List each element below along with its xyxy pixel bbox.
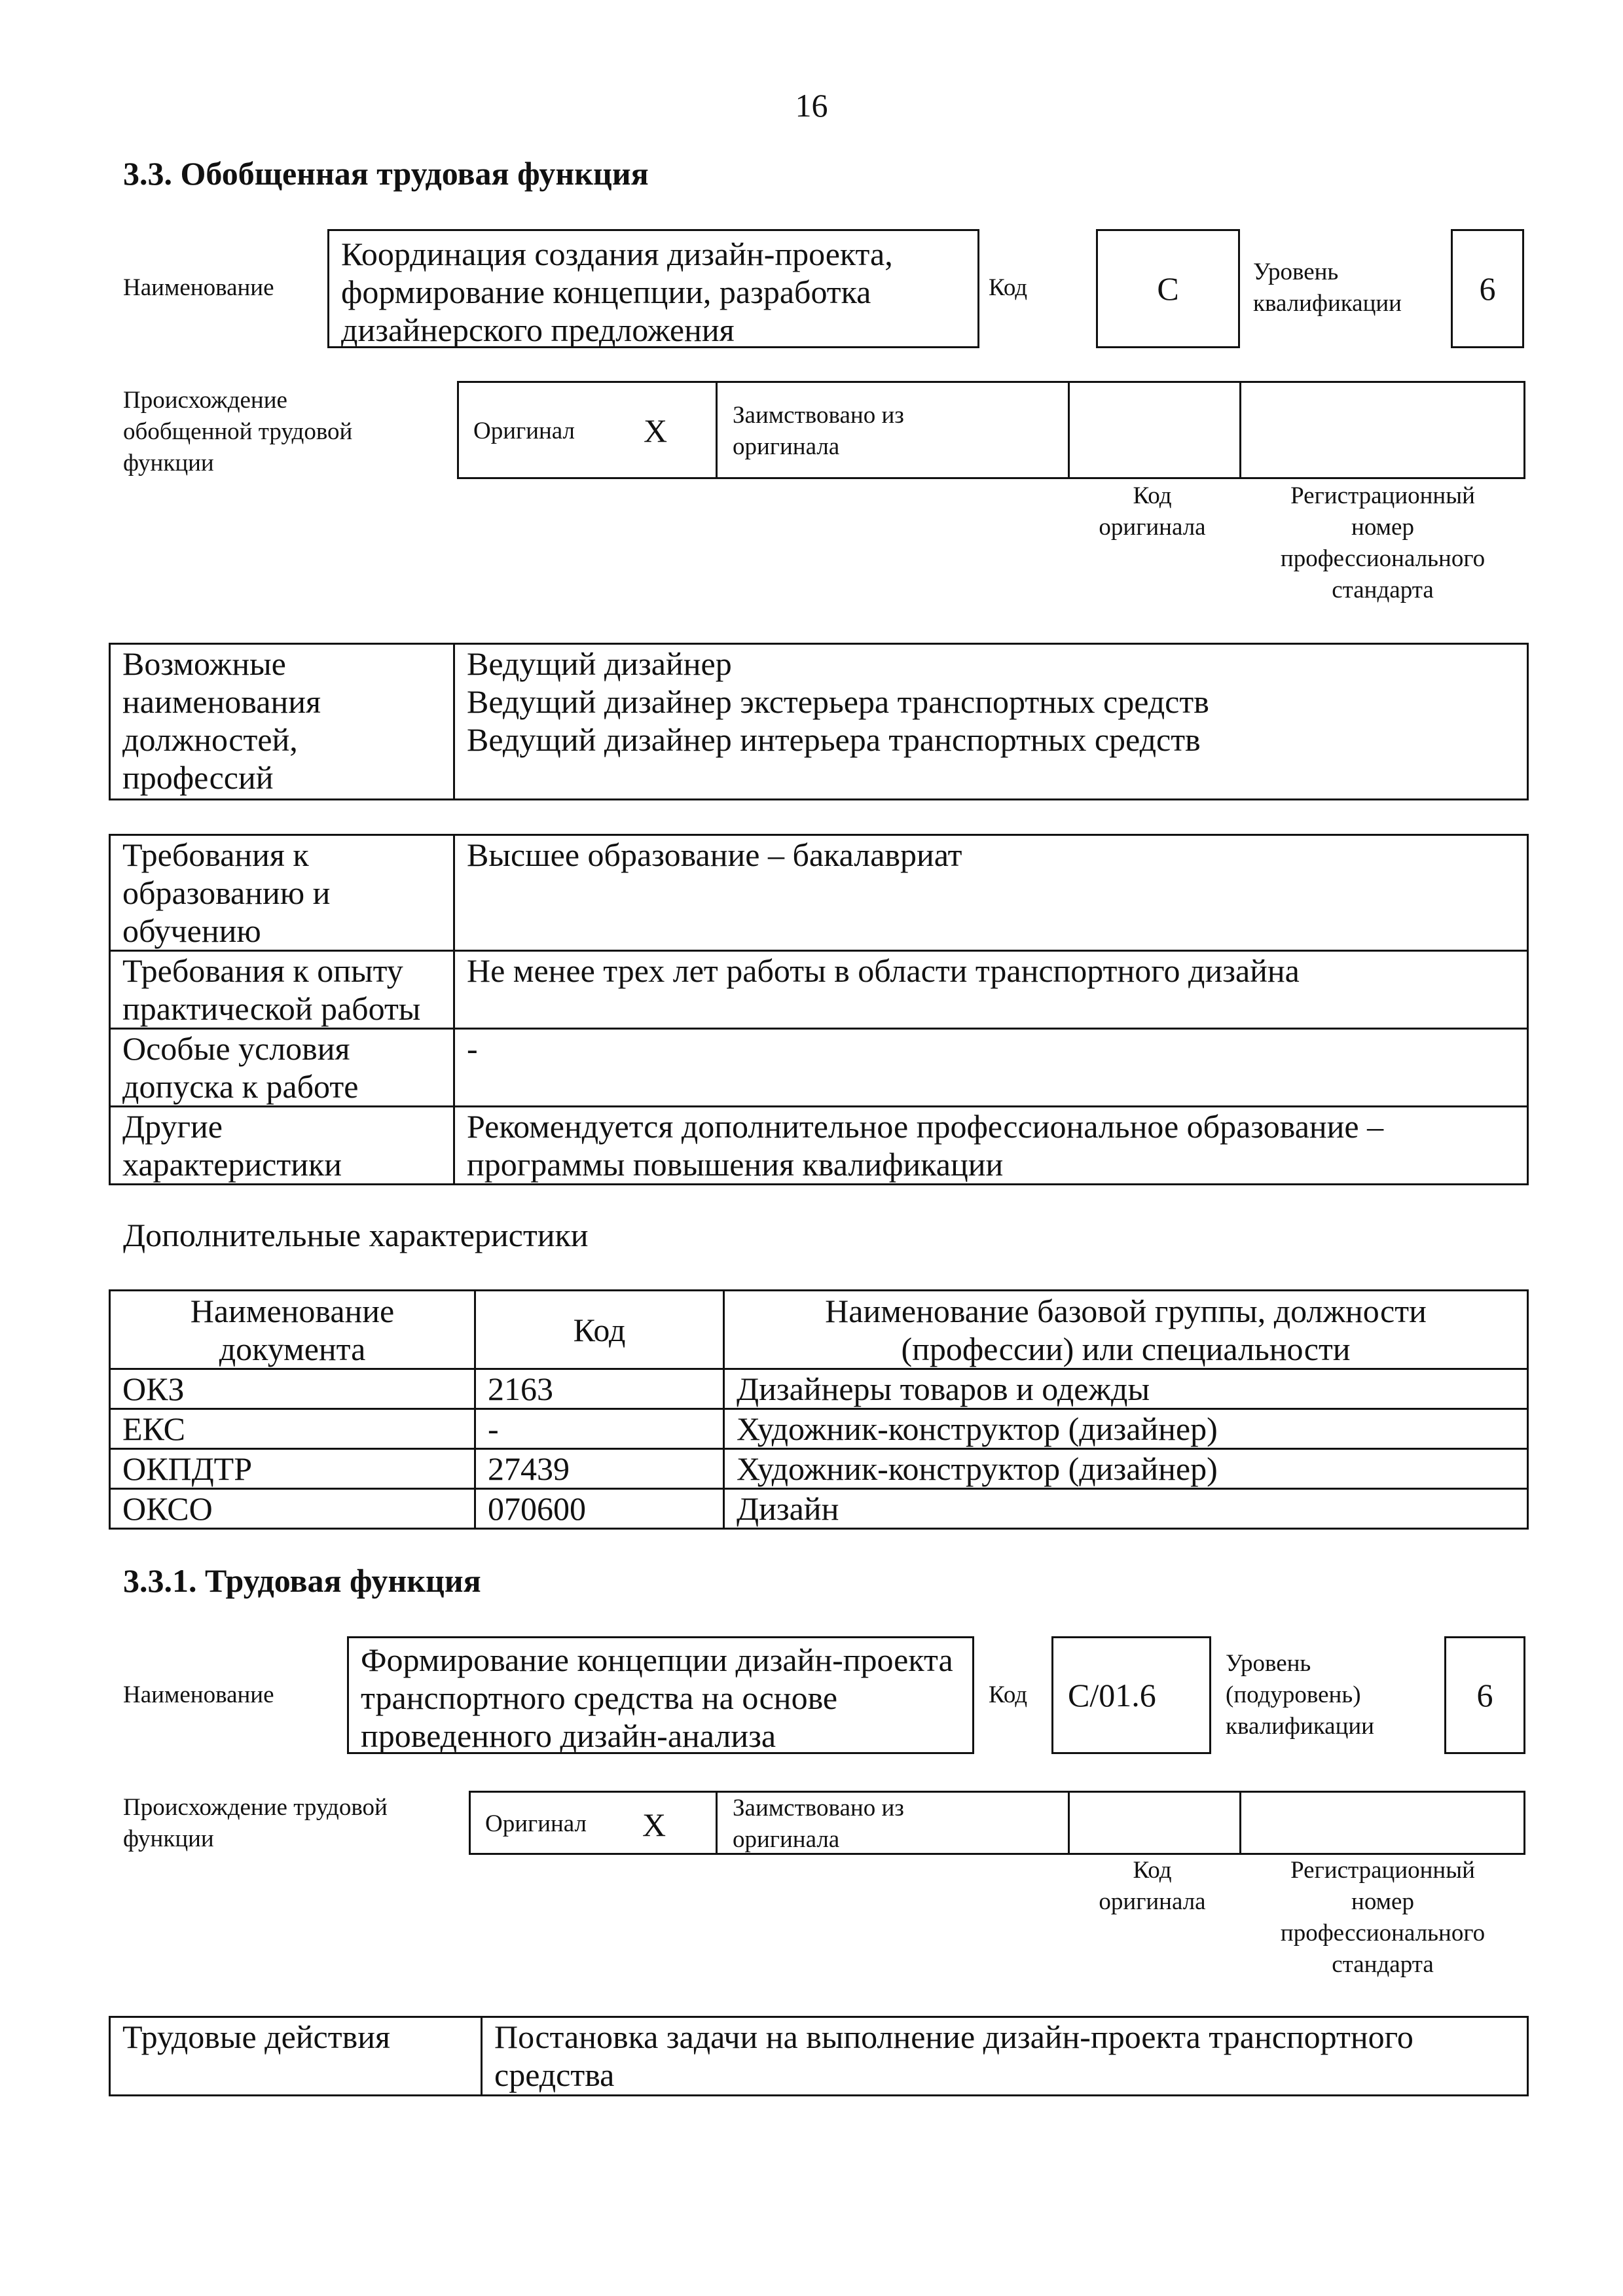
positions-table [109, 643, 1529, 800]
table-cell: ОКЗ [110, 1369, 475, 1409]
level-label [1226, 1648, 1374, 1742]
caption-line: Код [1133, 1857, 1172, 1884]
borrowed-label-line: Заимствовано из [733, 402, 904, 429]
name-label: Наименование [123, 274, 274, 301]
cell-line: Требования к опыту [122, 952, 403, 989]
caption-line: стандарта [1332, 577, 1434, 603]
code-value: C/01.6 [1051, 1636, 1211, 1754]
name-value-box [347, 1636, 974, 1754]
table-row [110, 2017, 1528, 2096]
level-value: 6 [1451, 229, 1524, 348]
name-value-box [327, 229, 979, 348]
req-label [110, 1029, 454, 1107]
labor-actions-table [109, 2016, 1529, 2096]
cell-line: должностей, [122, 721, 298, 758]
level-label-line: (подуровень) [1226, 1681, 1361, 1708]
orig-code-caption [1066, 480, 1239, 543]
req-value [454, 951, 1528, 1029]
cell-line: допуска к работе [122, 1068, 359, 1105]
cell-line: практической работы [122, 990, 421, 1027]
cell-line: Другие [122, 1108, 223, 1145]
borrowed-label-line: оригинала [733, 433, 840, 460]
additional-heading: Дополнительные характеристики [123, 1217, 589, 1253]
borrowed-label [733, 400, 904, 463]
caption-line: Код [1133, 482, 1172, 509]
origin-label-line: функции [123, 450, 214, 476]
header-cell [110, 1291, 475, 1369]
table-row [110, 1107, 1528, 1185]
position-item: Ведущий дизайнер [467, 645, 732, 682]
cell-line: обучению [122, 912, 261, 949]
level-value: 6 [1444, 1636, 1525, 1754]
origin-label-line: функции [123, 1825, 214, 1852]
labor-actions-value [482, 2017, 1528, 2096]
cell-line: Постановка задачи на выполнение дизайн-проекта транспортного [494, 2018, 1413, 2055]
table-cell: Дизайн [724, 1489, 1528, 1529]
cell-line: Код [573, 1311, 626, 1348]
borrowed-label-line: оригинала [733, 1826, 840, 1853]
caption-line: Регистрационный [1290, 1857, 1475, 1884]
origin-label [123, 1792, 388, 1855]
caption-line: профессионального [1280, 545, 1486, 572]
caption-line: стандарта [1332, 1951, 1434, 1978]
table-header-row [110, 1291, 1528, 1369]
orig-code-caption [1066, 1855, 1239, 1918]
name-value-line: проведенного дизайн-анализа [361, 1717, 776, 1754]
cell-line: наименования [122, 683, 321, 720]
cell-line: профессий [122, 759, 274, 796]
req-value [454, 835, 1528, 951]
section-heading-3-3-1: 3.3.1. Трудовая функция [123, 1562, 481, 1599]
cell-line: образованию и [122, 874, 331, 911]
original-mark: X [642, 1806, 666, 1843]
table-cell: ЕКС [110, 1409, 475, 1449]
level-label-line: квалификации [1226, 1713, 1374, 1740]
cell-line: Наименование [190, 1292, 395, 1329]
header-cell [475, 1291, 724, 1369]
name-label: Наименование [123, 1681, 274, 1708]
table-cell: Художник-конструктор (дизайнер) [724, 1409, 1528, 1449]
req-label [110, 835, 454, 951]
additional-table [109, 1289, 1529, 1530]
original-label: Оригинал [473, 418, 575, 444]
table-row [110, 951, 1528, 1029]
page-number: 16 [795, 87, 828, 124]
borrowed-label-line: Заимствовано из [733, 1795, 904, 1821]
name-value-line: транспортного средства на основе [361, 1679, 838, 1716]
origin-label-line: Происхождение трудовой [123, 1794, 388, 1821]
cell-line: Рекомендуется дополнительное профессиональное образование – [467, 1108, 1384, 1145]
req-value [454, 1029, 1528, 1107]
cell-line: документа [219, 1330, 366, 1367]
cell-line: (профессии) или специальности [901, 1330, 1351, 1367]
table-row [110, 1409, 1528, 1449]
name-value-line: дизайнерского предложения [341, 312, 735, 348]
level-label-line: Уровень [1253, 259, 1339, 285]
cell-line: средства [494, 2056, 615, 2093]
name-value-line: Координация создания дизайн-проекта, [341, 236, 893, 272]
cell-line: программы повышения квалификации [467, 1146, 1004, 1183]
level-label-line: Уровень [1226, 1650, 1311, 1677]
code-label: Код [989, 274, 1028, 301]
table-cell: Дизайнеры товаров и одежды [724, 1369, 1528, 1409]
code-label: Код [989, 1681, 1028, 1708]
table-row [110, 1029, 1528, 1107]
cell-line: характеристики [122, 1146, 342, 1183]
table-cell: ОКПДТР [110, 1449, 475, 1489]
origin-table [457, 381, 1525, 479]
table-cell: 27439 [475, 1449, 724, 1489]
cell-line: Высшее образование – бакалавриат [467, 836, 962, 873]
code-value: C [1096, 229, 1240, 348]
position-item: Ведущий дизайнер экстерьера транспортных средств [467, 683, 1209, 720]
cell-line: Наименование базовой группы, должности [825, 1292, 1427, 1329]
table-cell: - [475, 1409, 724, 1449]
cell-line: Возможные [122, 645, 286, 682]
table-cell: ОКСО [110, 1489, 475, 1529]
level-label-line: квалификации [1253, 290, 1402, 317]
cell-line: Не менее трех лет работы в области транспортного дизайна [467, 952, 1300, 989]
req-label [110, 1107, 454, 1185]
table-cell: 070600 [475, 1489, 724, 1529]
caption-line: номер [1351, 514, 1414, 541]
original-label: Оригинал [485, 1810, 587, 1837]
cell-line: Особые условия [122, 1030, 350, 1067]
level-label [1253, 257, 1402, 319]
caption-line: профессионального [1280, 1920, 1486, 1946]
table-row [110, 1369, 1528, 1409]
reg-number-caption [1239, 1855, 1527, 1981]
table-cell: Художник-конструктор (дизайнер) [724, 1449, 1528, 1489]
original-mark: X [644, 412, 668, 449]
table-row [110, 1489, 1528, 1529]
table-row [110, 1449, 1528, 1489]
origin-label-line: Происхождение [123, 387, 287, 414]
borrowed-label [733, 1793, 904, 1856]
positions-label [110, 644, 454, 800]
position-item: Ведущий дизайнер интерьера транспортных средств [467, 721, 1201, 758]
name-value-line: формирование концепции, разработка [341, 274, 871, 310]
origin-label-line: обобщенной трудовой [123, 418, 353, 445]
caption-line: оригинала [1099, 514, 1206, 541]
origin-table [469, 1791, 1525, 1855]
name-value-line: Формирование концепции дизайн-проекта [361, 1641, 953, 1678]
reg-number-caption [1239, 480, 1527, 606]
req-label [110, 951, 454, 1029]
cell-line: Требования к [122, 836, 309, 873]
caption-line: номер [1351, 1888, 1414, 1915]
header-cell [724, 1291, 1528, 1369]
table-cell: 2163 [475, 1369, 724, 1409]
requirements-table [109, 834, 1529, 1185]
labor-actions-label: Трудовые действия [110, 2017, 482, 2096]
cell-line: - [467, 1030, 478, 1067]
caption-line: Регистрационный [1290, 482, 1475, 509]
positions-values [454, 644, 1528, 800]
req-value [454, 1107, 1528, 1185]
table-row [110, 835, 1528, 951]
origin-label [123, 385, 352, 479]
caption-line: оригинала [1099, 1888, 1206, 1915]
section-heading-3-3: 3.3. Обобщенная трудовая функция [123, 155, 649, 192]
